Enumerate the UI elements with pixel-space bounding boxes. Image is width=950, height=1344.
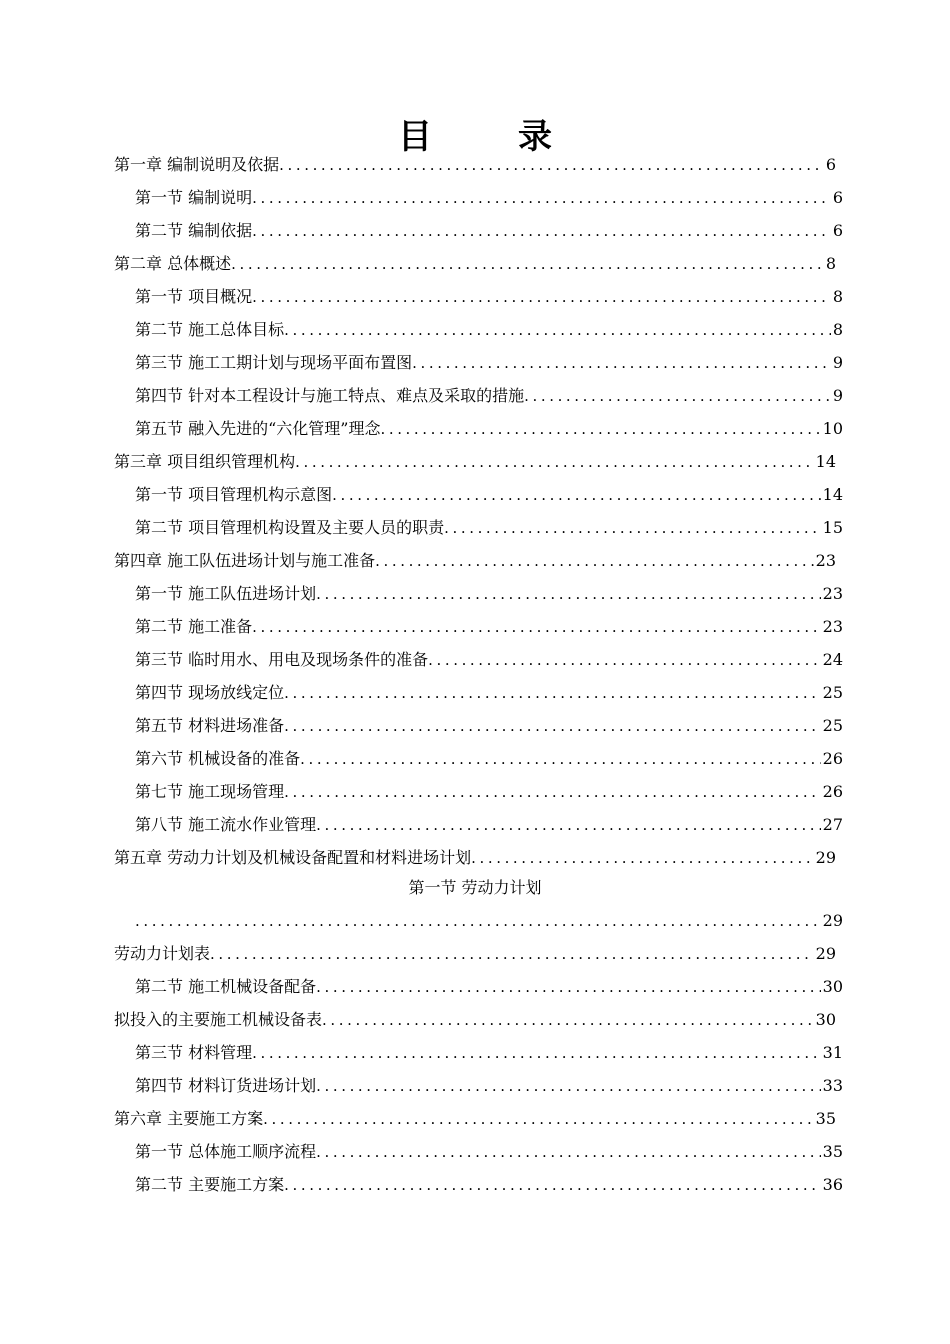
leader-dots	[284, 315, 831, 345]
toc-entry-page: 8	[832, 320, 843, 339]
toc-entry-table[interactable]	[114, 1005, 836, 1035]
toc-entry-page: 24	[822, 650, 843, 669]
toc-entry-page: 6	[832, 221, 843, 240]
leader-dots	[316, 810, 821, 840]
leader-dots	[524, 381, 831, 411]
toc-entry-page: 30	[822, 977, 843, 996]
toc-entry-section[interactable]	[135, 1170, 843, 1200]
toc-entry-section[interactable]	[135, 1071, 843, 1101]
toc-entry-label: 第二节 项目管理机构设置及主要人员的职责	[135, 518, 445, 537]
toc-entry-page: 15	[822, 518, 843, 537]
leader-dots	[284, 777, 821, 807]
toc-entry-label: 第二节 施工总体目标	[135, 320, 285, 339]
leader-dots	[252, 183, 831, 213]
toc-entry-section[interactable]	[135, 579, 843, 609]
leader-dots	[284, 678, 821, 708]
leader-dots	[380, 414, 820, 444]
toc-entry-chapter[interactable]	[114, 150, 836, 180]
toc-entry-page: 6	[832, 188, 843, 207]
toc-entry-chapter[interactable]	[114, 546, 836, 576]
toc-entry-label: 第七节 施工现场管理	[135, 782, 285, 801]
toc-entry-page: 14	[822, 485, 843, 504]
toc-entry-label: 第二节 主要施工方案	[135, 1175, 285, 1194]
leader-dots	[284, 1170, 821, 1200]
toc-entry-section[interactable]	[135, 480, 843, 510]
toc-entry-label: 第一节 总体施工顺序流程	[135, 1142, 317, 1161]
toc-entry-label: 第五节 材料进场准备	[135, 716, 285, 735]
leader-dots	[300, 744, 821, 774]
leader-dots	[471, 843, 814, 873]
toc-entry-section[interactable]	[135, 612, 843, 642]
leader-dots	[252, 282, 831, 312]
toc-entry-label: 第四节 针对本工程设计与施工特点、难点及采取的措施	[135, 386, 525, 405]
toc-entry-page: 14	[815, 452, 836, 471]
toc-entry-label: 第二节 施工准备	[135, 617, 253, 636]
toc-entry-chapter[interactable]	[114, 843, 836, 873]
toc-entry-label: 第三节 临时用水、用电及现场条件的准备	[135, 650, 429, 669]
toc-entry-page: 27	[822, 815, 843, 834]
toc-entry-label: 拟投入的主要施工机械设备表	[114, 1010, 323, 1029]
toc-entry-page: 23	[822, 584, 843, 603]
toc-entry-page: 33	[822, 1076, 843, 1095]
toc-entry-label: 第三章 项目组织管理机构	[114, 452, 296, 471]
toc-entry-section-centered[interactable]: 第一节 劳动力计划	[408, 878, 542, 897]
toc-entry-label: 第一节 编制说明	[135, 188, 253, 207]
leader-dots	[412, 348, 831, 378]
toc-entry-section[interactable]	[135, 414, 843, 444]
toc-entry-chapter[interactable]	[114, 447, 836, 477]
toc-entry-page: 36	[822, 1175, 843, 1194]
toc-entry-section[interactable]	[135, 678, 843, 708]
toc-entry-label: 第五章 劳动力计划及机械设备配置和材料进场计划	[114, 848, 472, 867]
leader-dots	[231, 249, 824, 279]
toc-entry-page: 29	[822, 911, 843, 930]
toc-entry-page: 9	[832, 353, 843, 372]
toc-entry-label: 第二节 编制依据	[135, 221, 253, 240]
leader-dots	[375, 546, 814, 576]
toc-entry-section[interactable]	[135, 744, 843, 774]
leader-dots	[279, 150, 824, 180]
toc-entry-label: 第一节 施工队伍进场计划	[135, 584, 317, 603]
toc-entry-chapter[interactable]	[114, 1104, 836, 1134]
toc-entry-section[interactable]	[135, 183, 843, 213]
toc-entry-section[interactable]	[135, 1137, 843, 1167]
toc-entry-page: 26	[822, 749, 843, 768]
toc-entry-label: 第五节 融入先进的“六化管理”理念	[135, 419, 381, 438]
toc-entry-page: 31	[822, 1043, 843, 1062]
toc-entry-label: 第六章 主要施工方案	[114, 1109, 264, 1128]
leader-dots	[252, 216, 831, 246]
toc-entry-label: 第六节 机械设备的准备	[135, 749, 301, 768]
toc-entry-page: 26	[822, 782, 843, 801]
toc-entry-section[interactable]	[135, 810, 843, 840]
toc-entry-leader-only[interactable]	[135, 906, 843, 936]
toc-entry-label: 第三节 材料管理	[135, 1043, 253, 1062]
leader-dots	[332, 480, 821, 510]
leader-dots	[263, 1104, 814, 1134]
toc-entry-page: 25	[822, 683, 843, 702]
toc-entry-label: 第二节 施工机械设备配备	[135, 977, 317, 996]
leader-dots	[135, 906, 821, 936]
toc-entry-page: 30	[815, 1010, 836, 1029]
toc-entry-section[interactable]	[135, 315, 843, 345]
toc-entry-section[interactable]	[135, 216, 843, 246]
leader-dots	[210, 939, 814, 969]
toc-entry-label: 第一章 编制说明及依据	[114, 155, 280, 174]
toc-entry-label: 劳动力计划表	[114, 944, 211, 963]
leader-dots	[316, 1137, 821, 1167]
toc-entry-page: 29	[815, 944, 836, 963]
toc-entry-table[interactable]	[114, 939, 836, 969]
toc-entry-label: 第一节 项目管理机构示意图	[135, 485, 333, 504]
toc-entry-page: 10	[822, 419, 843, 438]
toc-entry-page: 6	[825, 155, 836, 174]
toc-entry-page: 23	[822, 617, 843, 636]
toc-entry-page: 25	[822, 716, 843, 735]
toc-entry-section[interactable]	[135, 645, 843, 675]
leader-dots	[252, 1038, 821, 1068]
toc-entry-label: 第一节 项目概况	[135, 287, 253, 306]
toc-entry-label: 第四章 施工队伍进场计划与施工准备	[114, 551, 376, 570]
page-title: 目 录	[398, 117, 578, 157]
toc-entry-page: 29	[815, 848, 836, 867]
leader-dots	[284, 711, 821, 741]
toc-entry-section[interactable]	[135, 1038, 843, 1068]
leader-dots	[316, 579, 821, 609]
leader-dots	[252, 612, 821, 642]
toc-entry-page: 35	[822, 1142, 843, 1161]
toc-entry-section[interactable]	[135, 348, 843, 378]
leader-dots	[322, 1005, 814, 1035]
toc-entry-label: 第四节 现场放线定位	[135, 683, 285, 702]
leader-dots	[295, 447, 814, 477]
toc-entry-section[interactable]	[135, 711, 843, 741]
leader-dots	[316, 1071, 821, 1101]
toc-entry-section[interactable]	[135, 972, 843, 1002]
toc-entry-page: 35	[815, 1109, 836, 1128]
leader-dots	[444, 513, 821, 543]
toc-entry-label: 第四节 材料订货进场计划	[135, 1076, 317, 1095]
toc-entry-section[interactable]	[135, 282, 843, 312]
toc-entry-page: 9	[832, 386, 843, 405]
leader-dots	[316, 972, 821, 1002]
toc-entry-label: 第二章 总体概述	[114, 254, 232, 273]
toc-entry-section[interactable]	[135, 513, 843, 543]
leader-dots	[428, 645, 821, 675]
toc-entry-chapter[interactable]	[114, 249, 836, 279]
toc-entry-section[interactable]	[135, 381, 843, 411]
toc-entry-page: 8	[832, 287, 843, 306]
toc-entry-label: 第三节 施工工期计划与现场平面布置图	[135, 353, 413, 372]
toc-entry-page: 8	[825, 254, 836, 273]
toc-entry-page: 23	[815, 551, 836, 570]
toc-entry-label: 第八节 施工流水作业管理	[135, 815, 317, 834]
toc-entry-section[interactable]	[135, 777, 843, 807]
